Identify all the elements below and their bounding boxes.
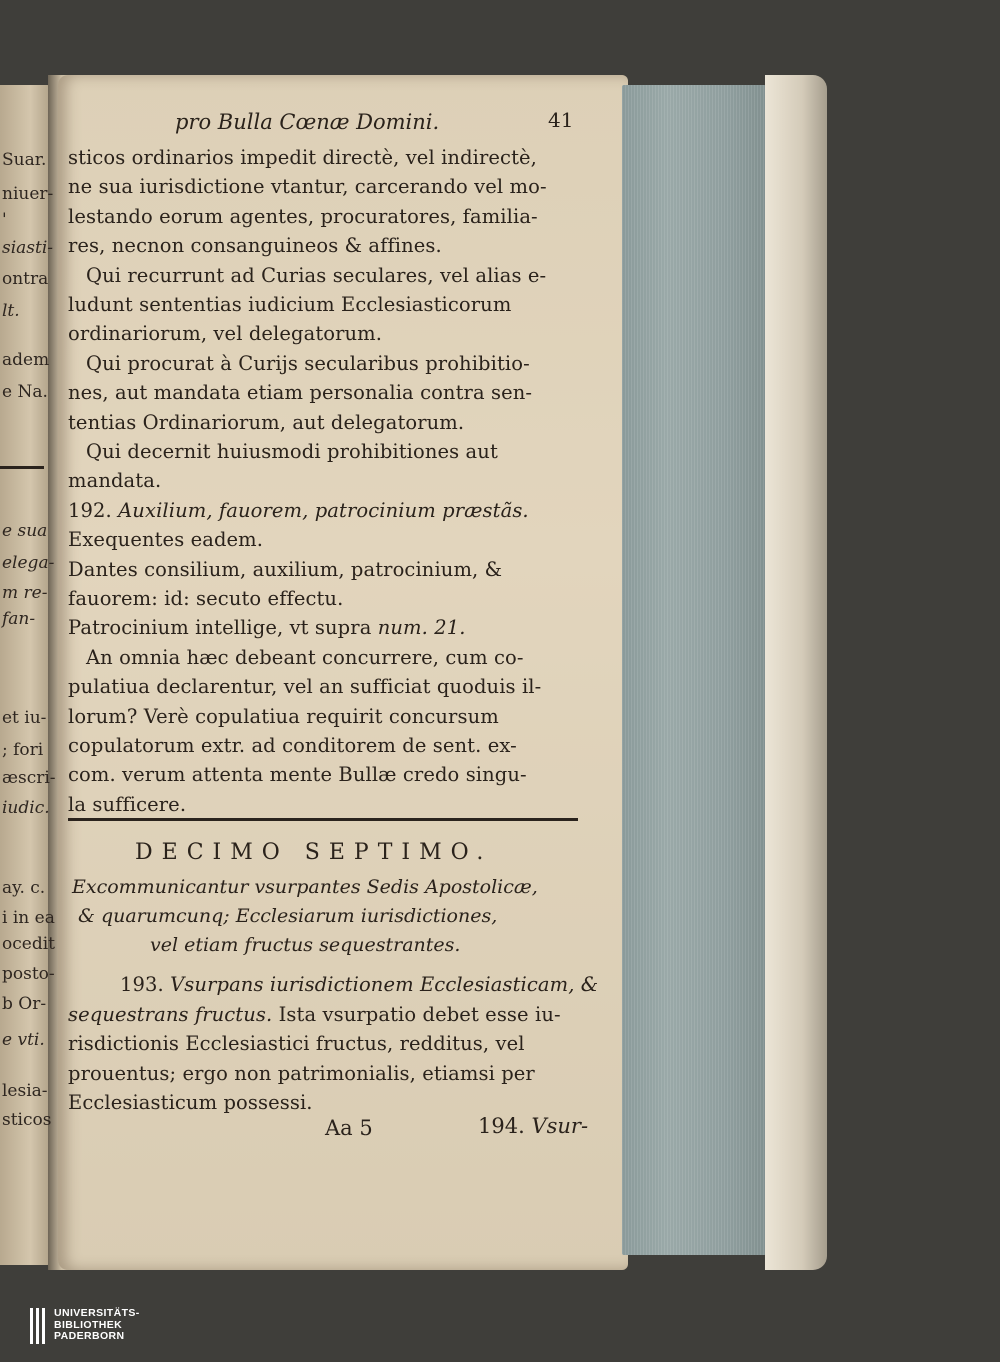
left-page-fragment: m re- — [2, 583, 48, 603]
left-page-fragment: sticos — [2, 1110, 52, 1130]
text-segment: An omnia hæc debeant concurrere, cum co- — [86, 645, 524, 669]
text-segment: la sufficere. — [68, 792, 187, 816]
left-page-fragment: lt. — [2, 301, 20, 321]
text-line — [68, 1061, 588, 1085]
text-segment: ordinariorum, vel delegatorum. — [68, 322, 383, 346]
left-page-fragment: b Or- — [2, 994, 47, 1014]
catchword-word: Vsur- — [531, 1114, 589, 1138]
text-segment: 193. — [120, 973, 171, 996]
text-segment: lorum? Verè copulatiua requirit concursum — [68, 704, 499, 728]
left-page-fragment: posto- — [2, 964, 55, 984]
text-line — [86, 442, 606, 462]
text-segment: prouentus; ergo non patrimonialis, etiamsi per — [68, 1061, 535, 1085]
left-page-fragment: æscri- — [2, 768, 56, 788]
section-rule — [68, 818, 578, 821]
text-segment: Qui procurat à Curijs secularibus prohibitio- — [86, 351, 530, 375]
left-page-fragment: Suar. — [2, 150, 47, 170]
text-line — [86, 351, 606, 375]
summary-line: & quarumcunq; Ecclesiarum iurisdictiones, — [78, 905, 498, 927]
left-page-fragment: ' — [2, 210, 7, 230]
text-line — [68, 1093, 588, 1113]
page-block-fore-edge — [622, 85, 772, 1255]
stamp-line: UNIVERSITÄTS- — [54, 1307, 140, 1319]
catchword — [478, 1114, 588, 1138]
text-line — [68, 236, 588, 256]
text-segment: Ista vsurpatio debet esse iu- — [272, 1002, 561, 1026]
left-page-fragment: elega- — [2, 553, 55, 573]
left-page-fragment: adem — [2, 350, 50, 370]
text-segment: lestando eorum agentes, procuratores, familia- — [68, 204, 538, 228]
left-page-fragment: niuer- — [2, 184, 54, 204]
text-segment: ludunt sententias iudicium Ecclesiasticorum — [68, 293, 512, 316]
text-segment: Ecclesiasticum possessi. — [68, 1091, 313, 1114]
text-line — [68, 589, 588, 609]
summary-line: Excommunicantur vsurpantes Sedis Apostolicæ, — [72, 876, 538, 898]
left-page-fragment: ay. c. — [2, 878, 46, 898]
text-segment: mandata. — [68, 469, 162, 493]
left-page-fragment: iudic. — [2, 798, 50, 818]
text-segment: res, necnon consanguineos & affines. — [68, 234, 442, 258]
folio-number: 41 — [548, 108, 574, 132]
text-segment: Dantes consilium, auxilium, patrocinium, & — [68, 557, 503, 581]
left-page-fragment: ontra — [2, 269, 49, 289]
signature-mark: Aa 5 — [325, 1116, 373, 1140]
text-segment: sequestrans fructus. — [68, 1002, 273, 1026]
text-line — [86, 645, 606, 669]
text-line — [68, 677, 588, 697]
left-page-fragment: siasti- — [2, 238, 54, 258]
text-line — [68, 148, 588, 168]
left-page-fragment: i in ea — [2, 908, 55, 928]
text-segment: com. verum attenta mente Bullæ credo singu- — [68, 763, 527, 787]
text-line — [120, 975, 640, 995]
text-segment: sticos ordinarios impedit directè, vel indirectè, — [68, 146, 537, 169]
text-line — [68, 530, 588, 550]
library-stamp — [30, 1308, 140, 1344]
text-line — [68, 1002, 588, 1026]
text-line — [68, 557, 588, 581]
stamp-line: PADERBORN — [54, 1330, 125, 1342]
left-page-fragment: fan- — [2, 609, 36, 629]
text-segment: Exequentes eadem. — [68, 528, 264, 552]
library-logo-icon — [30, 1308, 46, 1344]
text-segment: Qui decernit huiusmodi prohibitiones aut — [86, 440, 498, 463]
text-segment: tentias Ordinariorum, aut delegatorum. — [68, 410, 465, 434]
text-line — [68, 383, 588, 403]
text-line — [68, 410, 588, 434]
text-line — [68, 324, 588, 344]
text-line — [86, 263, 606, 287]
text-segment: copulatorum extr. ad conditorem de sent. ex- — [68, 734, 517, 757]
text-segment: Patrocinium intellige, vt supra — [68, 616, 378, 640]
left-page-fragment: ocedit — [2, 934, 55, 954]
summary-line: vel etiam fructus sequestrantes. — [150, 934, 461, 956]
library-stamp-text — [54, 1308, 140, 1343]
text-line — [68, 1034, 588, 1054]
text-segment: Auxilium, fauorem, patrocinium præstãs. — [118, 498, 529, 522]
text-segment: risdictionis Ecclesiastici fructus, redditus, vel — [68, 1032, 525, 1055]
text-line — [68, 618, 588, 638]
text-line — [68, 498, 588, 522]
cover-edge — [765, 75, 827, 1270]
text-segment: Qui recurrunt ad Curias seculares, vel alias e- — [86, 263, 547, 287]
stamp-line: BIBLIOTHEK — [54, 1318, 123, 1331]
left-page-rule — [0, 466, 44, 469]
left-page-fragment: e sua — [2, 521, 48, 541]
left-page-fragment: e Na. — [2, 382, 48, 402]
text-line — [68, 295, 588, 315]
text-segment: num. 21. — [377, 616, 466, 640]
text-segment: fauorem: id: secuto effectu. — [68, 587, 344, 610]
left-page-fragment: ; fori — [2, 740, 44, 760]
left-page-fragment: et iu- — [2, 708, 47, 728]
running-header: pro Bulla Cœnæ Domini. — [175, 110, 440, 134]
text-line — [68, 765, 588, 785]
text-segment: ne sua iurisdictione vtantur, carcerando vel mo- — [68, 175, 547, 199]
text-segment: Vsurpans iurisdictionem Ecclesiasticam, & — [170, 973, 599, 996]
text-segment: pulatiua declarentur, vel an sufficiat quoduis il- — [68, 675, 542, 699]
catchword-number: 194. — [478, 1114, 532, 1138]
left-page-fragment: e vti. — [2, 1030, 45, 1050]
section-heading: DECIMO SEPTIMO. — [135, 840, 493, 865]
text-line — [68, 471, 588, 491]
text-line — [68, 204, 588, 228]
text-line — [68, 704, 588, 728]
text-line — [68, 792, 588, 816]
text-line — [68, 177, 588, 197]
text-segment: nes, aut mandata etiam personalia contra sen- — [68, 381, 533, 405]
left-page-fragment: lesia- — [2, 1081, 48, 1101]
text-segment: 192. — [68, 498, 119, 522]
text-line — [68, 736, 588, 756]
